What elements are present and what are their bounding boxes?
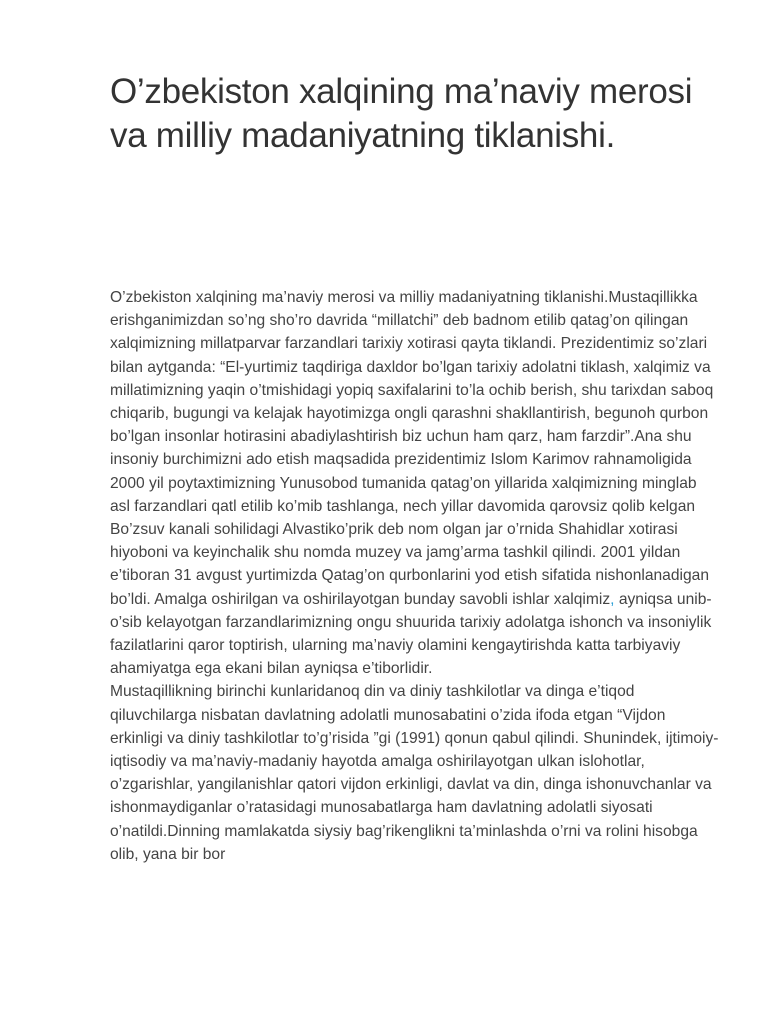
paragraph-1 <box>110 286 720 680</box>
page-title: O’zbekiston xalqining ma’naviy merosi va milliy madaniyatning tiklanishi. <box>110 72 693 155</box>
paragraph-2: Mustaqillikning birinchi kunlaridanoq din va diniy tashkilotlar va dinga e’tiqod qiluvchilarga nisbatan davlatning adolatli munosabatini o’zida ifoda etgan “Vijdon erkinligi va diniy tashkilotlar to’g’risida ”gi (1991) qonun qabul qilindi. Shunindek, ijtimoiy-iqtisodiy va ma’naviy-madaniy hayotda amalga oshirilayotgan ulkan islohotlar, o’zgarishlar, yangilanishlar qatori vijdon erkinligi, davlat va din, dinga ishonuvchanlar va ishonmaydiganlar o’ratasidagi munosabatlarga ham davlatning adolatli siyosati o’natildi.Dinning mamlakatda siysiy bag’rikenglikni ta’minlashda o’rni va rolini hisobga olib, yana bir bor <box>110 683 719 863</box>
document-body <box>110 286 720 866</box>
inline-comma-link[interactable]: , <box>610 590 615 608</box>
paragraph-1-text-end: ayniqsa unib-o’sib kelayotgan farzandlarimizning ongu shuurida tarixiy adolatga ishonch va insoniylik fazilatlarini qaror toptirish, ularning ma’naviy olamini kengaytirishda katta tarbiyaviy ahamiyatga ega ekani bilan ayniqsa e’tiborlidir. <box>110 590 712 678</box>
paragraph-1-text-start: O’zbekiston xalqining ma’naviy merosi va milliy madaniyatning tiklanishi.Mustaqillikka erishganimizdan so’ng sho’ro davrida “millatchi” deb badnom etilib qatag’on qilingan xalqimizning millatparvar farzandlari tarixiy xotirasi qayta tiklandi. Prezidentimiz so’zlari bilan aytganda: “El-yurtimiz taqdiriga daxldor bo’lgan tarixiy adolatni tiklash, xalqimiz va millatimizning yaqin o’tmishidagi yopiq saxifalarini to’la ochib berish, shu tarixdan saboq chiqarib, bugungi va kelajak hayotimizga ongli qarashni shakllantirish, begunoh qurbon bo’lgan insonlar hotirasini abadiylashtirish biz uchun ham qarz, ham farzdir”.Ana shu insoniy burchimizni ado etish maqsadida prezidentimiz Islom Karimov rahnamoligida 2000 yil poytaxtimizning Yunusobod tumanida qatag’on yillarida xalqimizning minglab asl farzandlari qatl etilib ko’mib tashlanga, nech yillar davomida qarovsiz qolib kelgan Bo’zsuv kanali sohilidagi Alvastiko’prik deb nom olgan jar o’rnida Shahidlar xotirasi hiyoboni va keyinchalik shu nomda muzey va jamg’arma tashkil qilindi. 2001 yildan e’tiboran 31 avgust yurtimizda Qatag’on qurbonlarini yod etish sifatida nishonlanadigan bo’ldi. Amalga oshirilgan va oshirilayotgan bunday savobli ishlar xalqimiz <box>110 289 714 608</box>
document-header <box>110 70 720 158</box>
